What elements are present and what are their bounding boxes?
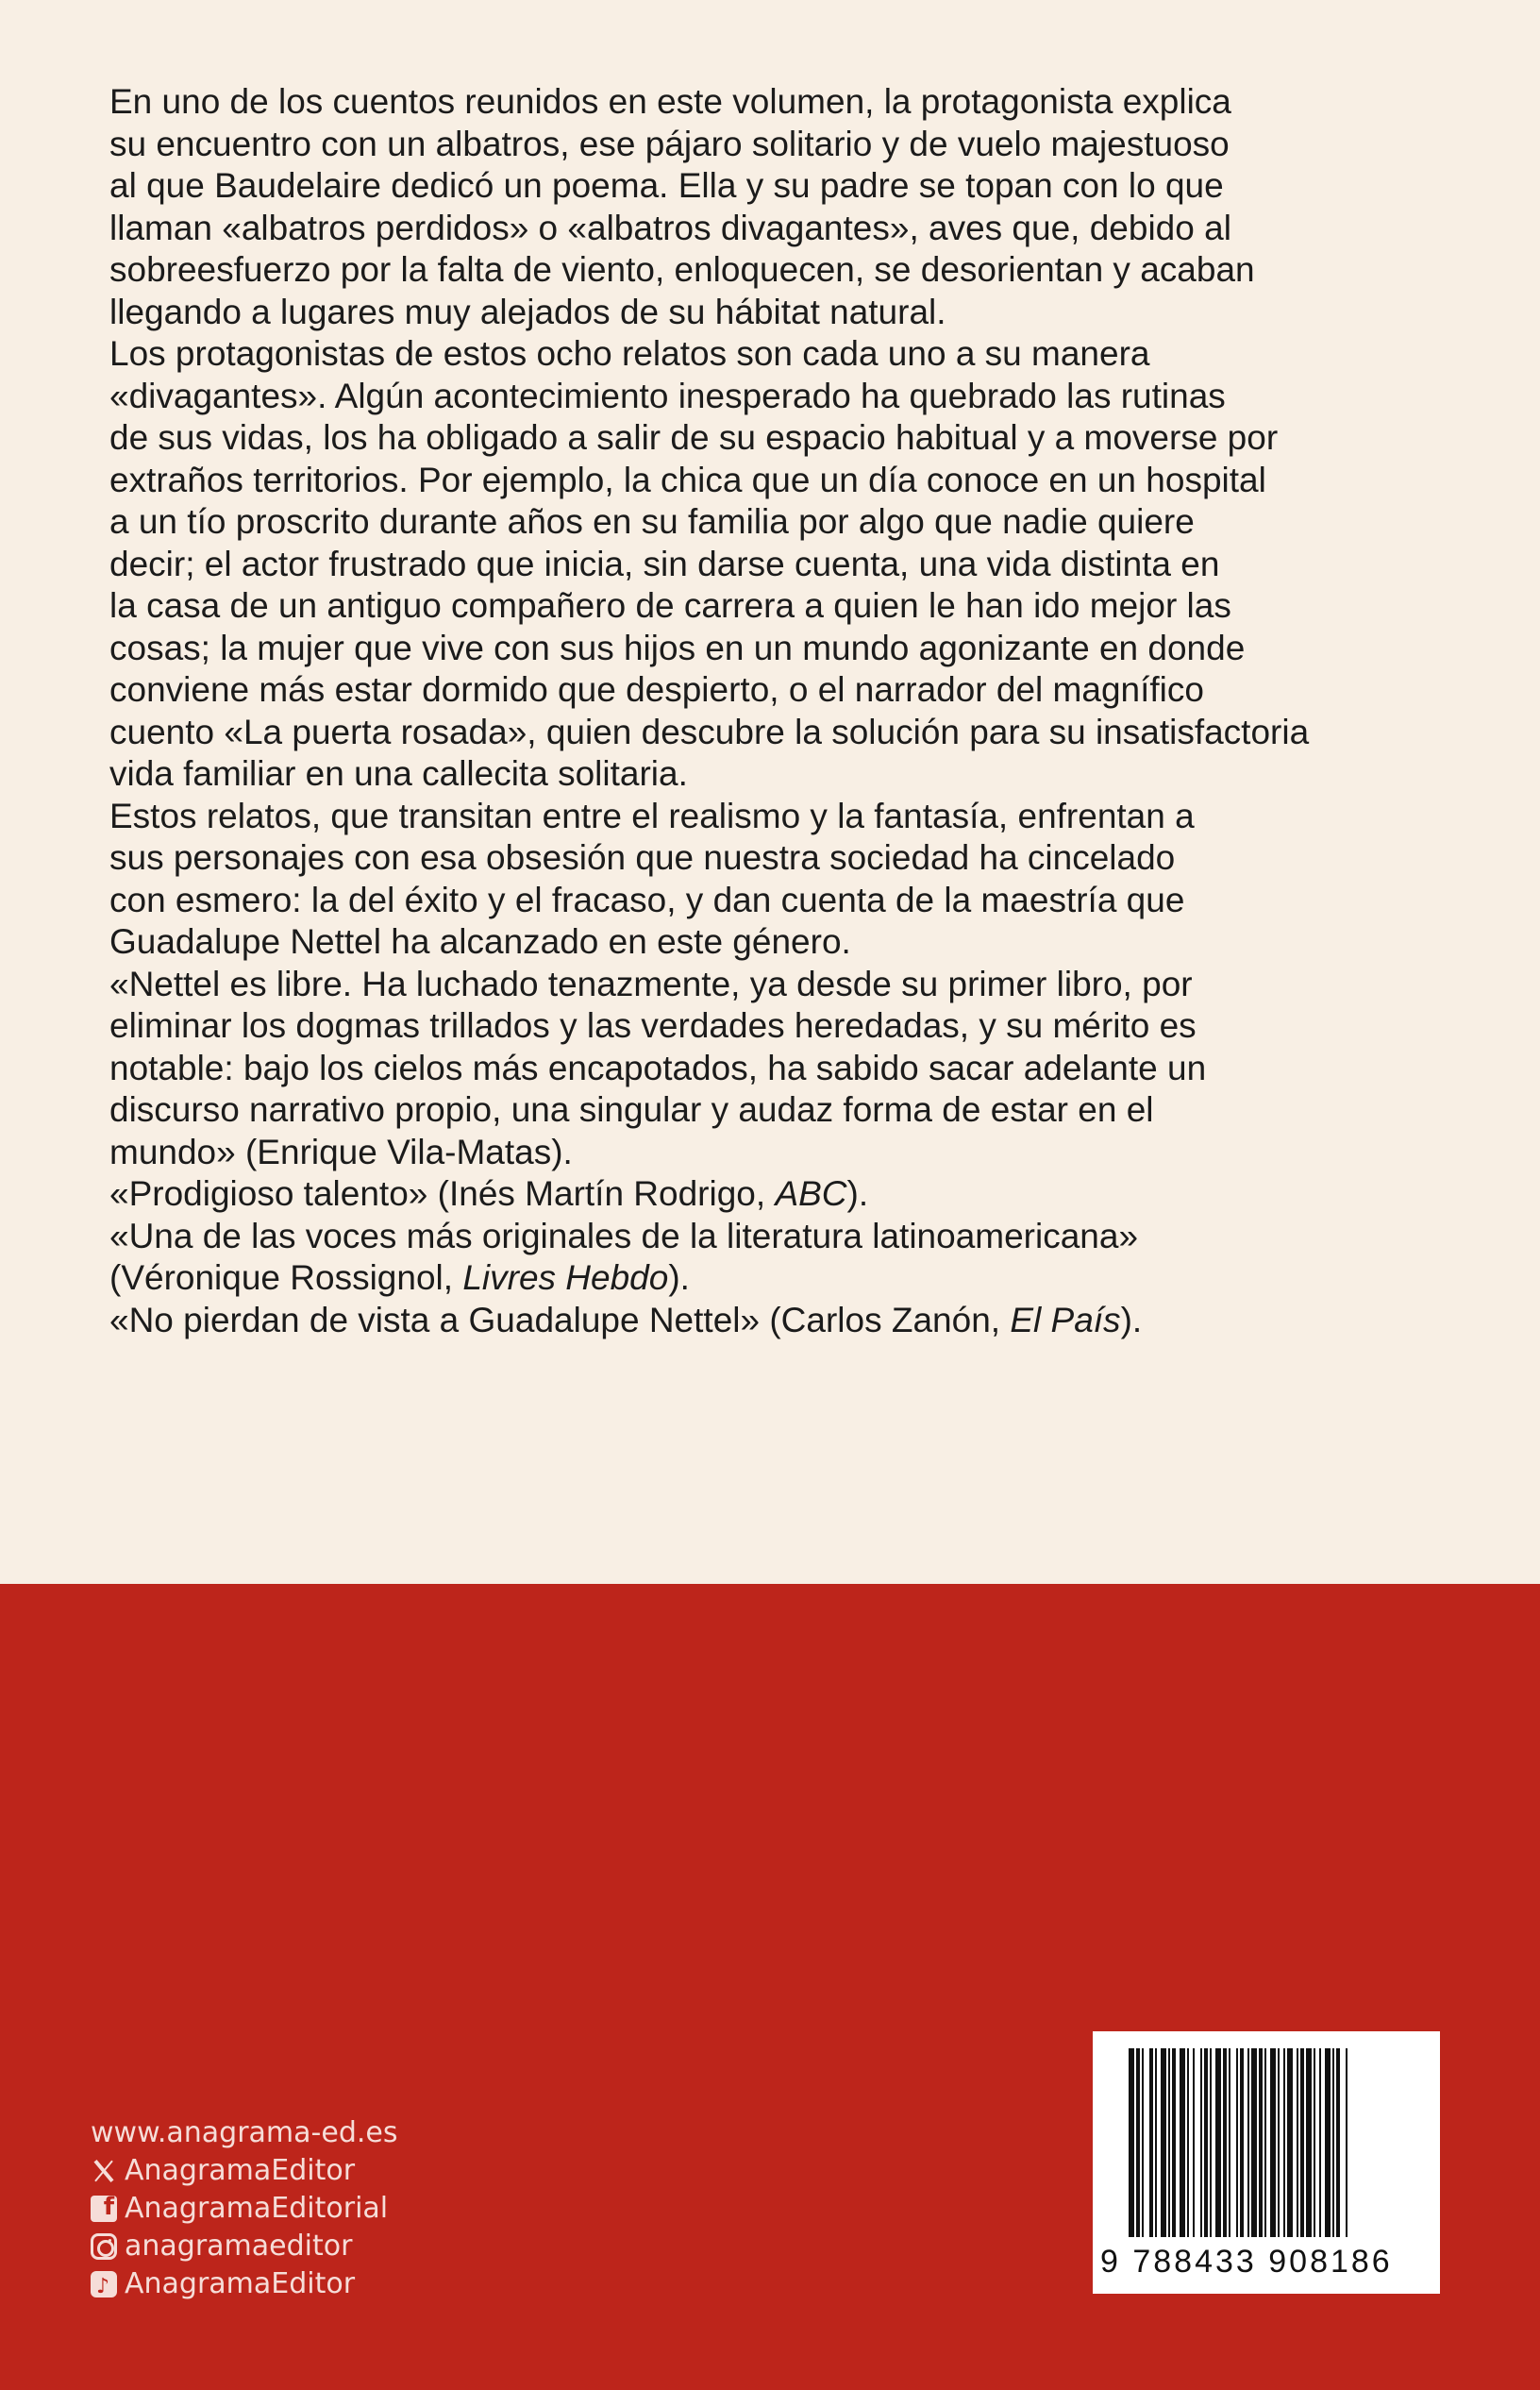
barcode-bar xyxy=(1259,2048,1263,2237)
blurb-line: cuento «La puerta rosada», quien descubre la solución para su insatisfactoria xyxy=(109,712,1310,751)
barcode-bar xyxy=(1270,2048,1276,2237)
x-row[interactable] xyxy=(91,2152,398,2190)
tiktok-row[interactable] xyxy=(91,2265,398,2303)
quote-end: ). xyxy=(1120,1300,1143,1339)
quote-text: (Véronique Rossignol, xyxy=(109,1258,463,1297)
barcode-bars xyxy=(1129,2048,1412,2237)
barcode-bar xyxy=(1283,2048,1285,2237)
facebook-icon xyxy=(91,2196,117,2222)
barcode-bar xyxy=(1332,2048,1334,2237)
blurb-paragraph-2 xyxy=(109,333,1449,796)
back-cover-blurb xyxy=(109,81,1449,1341)
review-line xyxy=(109,1300,1449,1342)
barcode-bar xyxy=(1336,2048,1340,2237)
quote-source: Livres Hebdo xyxy=(462,1258,669,1297)
review-line: «Una de las voces más originales de la literatura latinoamericana» xyxy=(109,1216,1139,1255)
review-line xyxy=(109,1257,1449,1300)
barcode-bar xyxy=(1129,2048,1134,2237)
facebook-handle[interactable]: AnagramaEditorial xyxy=(125,2192,389,2225)
blurb-line: llaman «albatros perdidos» o «albatros divagantes», aves que, debido al xyxy=(109,208,1231,247)
blurb-line: con esmero: la del éxito y el fracaso, y dan cuenta de la maestría que xyxy=(109,880,1185,919)
blurb-line: decir; el actor frustrado que inicia, sin darse cuenta, una vida distinta en xyxy=(109,544,1220,583)
blurb-line: En uno de los cuentos reunidos en este volumen, la protagonista explica xyxy=(109,82,1231,121)
blurb-line: Guadalupe Nettel ha alcanzado en este género. xyxy=(109,922,851,961)
blurb-line: su encuentro con un albatros, ese pájaro solitario y de vuelo majestuoso xyxy=(109,124,1230,163)
publisher-contact-list xyxy=(91,2114,398,2303)
tiktok-handle[interactable]: AnagramaEditor xyxy=(125,2267,356,2300)
barcode-bar xyxy=(1247,2048,1249,2237)
quote-source: ABC xyxy=(775,1174,847,1213)
isbn-barcode xyxy=(1093,2031,1440,2294)
barcode-bar xyxy=(1278,2048,1280,2237)
barcode-bar xyxy=(1168,2048,1170,2237)
blurb-line: mundo» (Enrique Vila-Matas). xyxy=(109,1132,573,1171)
barcode-bar xyxy=(1161,2048,1166,2237)
instagram-row[interactable] xyxy=(91,2228,398,2265)
barcode-bar xyxy=(1180,2048,1185,2237)
instagram-icon xyxy=(91,2233,117,2260)
blurb-paragraph-1 xyxy=(109,81,1449,333)
barcode-bar xyxy=(1287,2048,1293,2237)
barcode-bar xyxy=(1210,2048,1212,2237)
facebook-row[interactable] xyxy=(91,2190,398,2228)
website-link[interactable]: www.anagrama-ed.es xyxy=(91,2116,398,2149)
barcode-bar xyxy=(1229,2048,1230,2237)
barcode-bar xyxy=(1297,2048,1298,2237)
barcode-bar xyxy=(1149,2048,1153,2237)
quote-text: «No pierdan de vista a Guadalupe Nettel» (Carlos Zanón, xyxy=(109,1300,1011,1339)
blurb-line: a un tío proscrito durante años en su familia por algo que nadie quiere xyxy=(109,502,1195,541)
isbn-digits: 9 788433 908186 xyxy=(1100,2244,1393,2280)
review-quote-1 xyxy=(109,1173,1449,1216)
blurb-line: sobreesfuerzo por la falta de viento, enloquecen, se desorientan y acaban xyxy=(109,250,1255,289)
instagram-handle[interactable]: anagramaeditor xyxy=(125,2230,353,2263)
barcode-bar xyxy=(1300,2048,1304,2237)
review-quote-3 xyxy=(109,1300,1449,1342)
quote-source: El País xyxy=(1010,1300,1121,1339)
blurb-line: cosas; la mujer que vive con sus hijos en un mundo agonizante en donde xyxy=(109,628,1246,667)
website-row[interactable] xyxy=(91,2114,398,2152)
quote-text: «Prodigioso talento» (Inés Martín Rodrigo, xyxy=(109,1174,776,1213)
blurb-line: eliminar los dogmas trillados y las verdades heredadas, y su mérito es xyxy=(109,1006,1197,1045)
blurb-line: sus personajes con esa obsesión que nuestra sociedad ha cincelado xyxy=(109,838,1176,877)
x-icon xyxy=(91,2158,117,2184)
x-handle[interactable]: AnagramaEditor xyxy=(125,2154,356,2187)
barcode-bar xyxy=(1200,2048,1202,2237)
review-line xyxy=(109,1173,1449,1216)
barcode-bar xyxy=(1314,2048,1315,2237)
barcode-bar xyxy=(1264,2048,1266,2237)
blurb-paragraph-3 xyxy=(109,796,1449,964)
blurb-line: llegando a lugares muy alejados de su hábitat natural. xyxy=(109,292,946,331)
barcode-bar xyxy=(1142,2048,1144,2237)
blurb-line: «Nettel es libre. Ha luchado tenazmente, ya desde su primer libro, por xyxy=(109,964,1193,1003)
barcode-bar xyxy=(1193,2048,1195,2237)
barcode-bar xyxy=(1187,2048,1189,2237)
barcode-bar xyxy=(1172,2048,1176,2237)
barcode-bar xyxy=(1215,2048,1221,2237)
blurb-line: extraños territorios. Por ejemplo, la chica que un día conoce en un hospital xyxy=(109,460,1266,499)
blurb-line: notable: bajo los cielos más encapotados, ha sabido sacar adelante un xyxy=(109,1048,1207,1087)
barcode-bar xyxy=(1306,2048,1312,2237)
blurb-line: de sus vidas, los ha obligado a salir de su espacio habitual y a moverse por xyxy=(109,418,1279,457)
blurb-line: discurso narrativo propio, una singular y audaz forma de estar en el xyxy=(109,1090,1154,1129)
barcode-bar xyxy=(1251,2048,1257,2237)
blurb-line: Los protagonistas de estos ocho relatos son cada uno a su manera xyxy=(109,334,1150,373)
barcode-bar xyxy=(1319,2048,1321,2237)
blurb-paragraph-4 xyxy=(109,964,1449,1174)
barcode-bar xyxy=(1223,2048,1227,2237)
quote-end: ). xyxy=(668,1258,690,1297)
blurb-line: «divagantes». Algún acontecimiento inesperado ha quebrado las rutinas xyxy=(109,376,1226,415)
quote-end: ). xyxy=(846,1174,869,1213)
tiktok-icon xyxy=(91,2271,117,2297)
review-quote-2 xyxy=(109,1216,1449,1300)
barcode-bar xyxy=(1240,2048,1244,2237)
barcode-bar xyxy=(1346,2048,1348,2237)
barcode-bar xyxy=(1325,2048,1331,2237)
blurb-line: Estos relatos, que transitan entre el realismo y la fantasía, enfrentan a xyxy=(109,796,1195,835)
barcode-bar xyxy=(1204,2048,1208,2237)
blurb-line: conviene más estar dormido que despierto, o el narrador del magnífico xyxy=(109,670,1204,709)
barcode-bar xyxy=(1236,2048,1238,2237)
blurb-line: vida familiar en una callecita solitaria. xyxy=(109,754,688,793)
barcode-bar xyxy=(1155,2048,1157,2237)
barcode-bar xyxy=(1136,2048,1140,2237)
blurb-line: al que Baudelaire dedicó un poema. Ella y su padre se topan con lo que xyxy=(109,166,1224,205)
blurb-line: la casa de un antiguo compañero de carrera a quien le han ido mejor las xyxy=(109,586,1231,625)
